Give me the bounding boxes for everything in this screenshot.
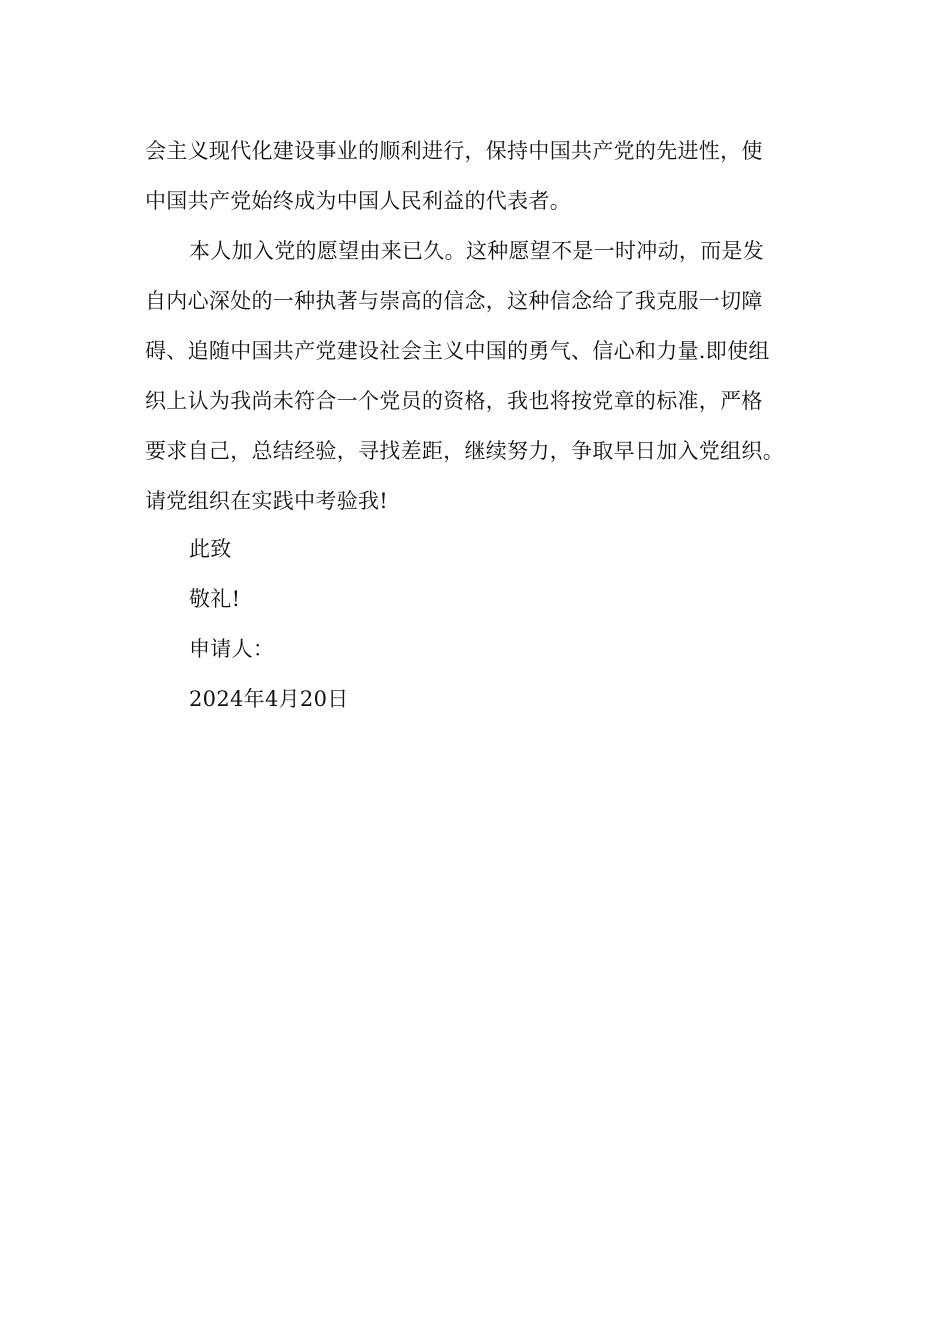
paragraph-line: 织上认为我尚未符合一个党员的资格，我也将按党章的标准，严格 — [145, 389, 763, 413]
paragraph-line: 自内心深处的一种执著与崇高的信念，这种信念给了我克服一切障 — [145, 289, 763, 313]
application-date: 2024年4月20日 — [189, 687, 349, 711]
applicant-label: 申请人： — [189, 637, 275, 661]
paragraph-line: 碍、追随中国共产党建设社会主义中国的勇气、信心和力量.即使组 — [145, 339, 770, 363]
closing-regards: 敬礼! — [189, 587, 241, 611]
paragraph-line: 请党组织在实践中考验我! — [145, 489, 389, 513]
paragraph-line: 中国共产党始终成为中国人民利益的代表者。 — [145, 189, 571, 213]
paragraph-line: 要求自己，总结经验，寻找差距，继续努力，争取早日加入党组织。 — [145, 439, 784, 463]
paragraph-line: 会主义现代化建设事业的顺利进行，保持中国共产党的先进性，使 — [145, 139, 763, 163]
paragraph-line: 本人加入党的愿望由来已久。这种愿望不是一时冲动，而是发 — [189, 239, 765, 263]
closing-salutation: 此致 — [189, 537, 232, 561]
